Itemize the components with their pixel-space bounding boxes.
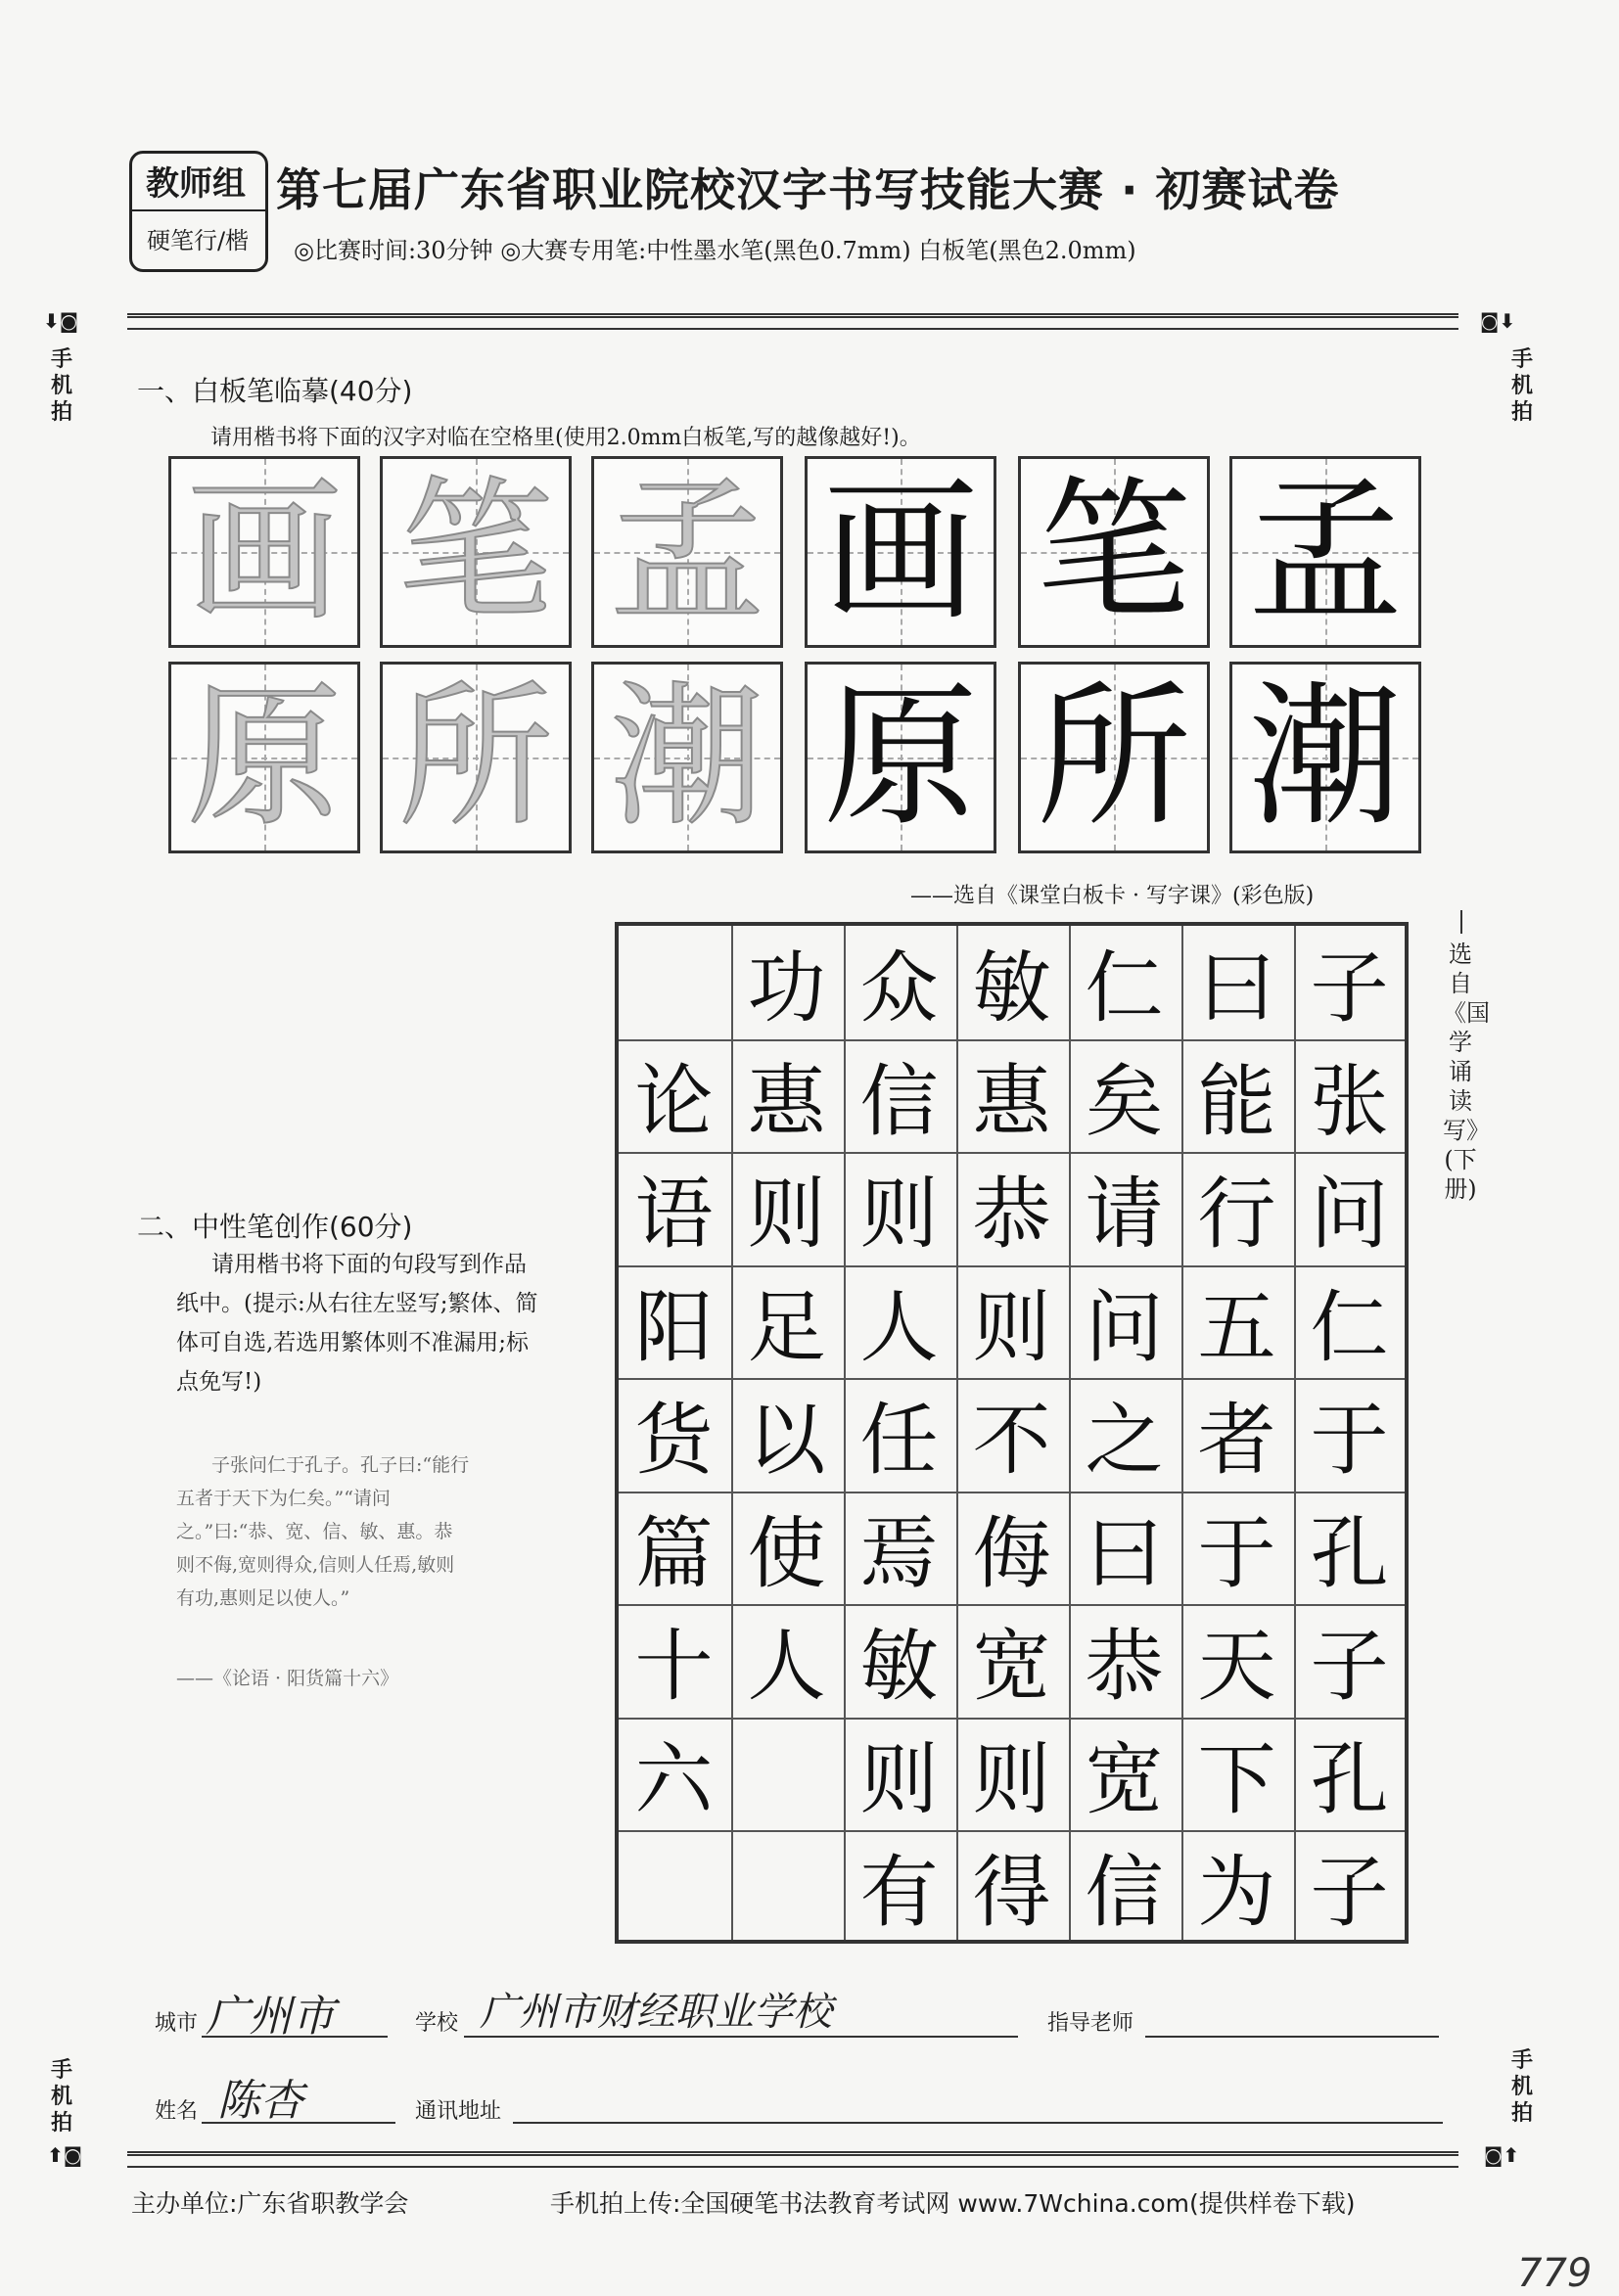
traced-character: 画 [187,462,342,642]
composition-character: 则 [972,1281,1051,1373]
traced-character: 潮 [610,667,764,848]
composition-character: 者 [1197,1395,1276,1486]
composition-character: 之 [1085,1395,1164,1486]
composition-character: 敏 [972,942,1051,1033]
name-label: 姓名 [155,2099,199,2124]
composition-grid [615,922,1409,1944]
model-character: 原 [823,667,978,848]
model-character: 画 [823,462,978,642]
composition-character: 任 [859,1395,939,1486]
composition-character: 孔 [1310,1507,1389,1599]
composition-character: 不 [972,1395,1051,1486]
trace-cell [1229,662,1421,853]
vertical-source: 选自《国学诵读写》(下册) [1443,941,1490,1203]
traced-character: 笔 [398,462,553,642]
composition-character: 仁 [1085,942,1164,1033]
composition-character: 曰 [1197,942,1276,1033]
composition-character [731,1830,842,1941]
composition-character: 篇 [634,1507,714,1599]
teacher-label: 指导老师 [1047,2011,1134,2036]
camera-up-icon-right: ◙⬆ [1484,2143,1520,2167]
camera-down-icon-left: ⬇◙ [43,309,79,333]
composition-character: 恭 [972,1169,1051,1260]
composition-character: 五 [1197,1281,1276,1373]
trace-cell [380,662,572,853]
trace-cell [1018,662,1210,853]
phone-photo-label-left: 手机拍 [50,347,72,425]
trace-cell [805,662,996,853]
composition-character: 矣 [1085,1055,1164,1147]
composition-character: 宽 [972,1621,1051,1712]
phone-photo-label-left-bottom: 手机拍 [50,2058,72,2135]
trace-cell [805,456,996,648]
composition-character: 则 [859,1169,939,1260]
composition-character: 众 [859,942,939,1033]
phone-photo-label-right: 手机拍 [1510,347,1533,425]
model-character: 潮 [1248,667,1403,848]
composition-character: 侮 [972,1507,1051,1599]
composition-character: 货 [634,1395,714,1486]
city-line [202,2036,388,2038]
section1-title: 一、白板笔临摹(40分) [137,375,413,407]
composition-character: 十 [634,1621,714,1712]
composition-character: 为 [1197,1847,1276,1938]
composition-character: 于 [1310,1395,1389,1486]
section2-instruction: 请用楷书将下面的句段写到作品纸中。(提示:从右往左竖写;繁体、简体可自选,若选用繁体则不准漏用;标点免写!) [176,1252,538,1395]
composition-character [619,926,729,1036]
composition-character: 子 [1310,1847,1389,1938]
trace-cell [1018,456,1210,648]
group-label: 教师组 [146,164,246,204]
composition-character: 有 [859,1847,939,1938]
composition-character: 行 [1197,1169,1276,1260]
composition-character [731,1718,842,1828]
composition-character: 得 [972,1847,1051,1938]
city-label: 城市 [155,2011,199,2036]
address-line [513,2122,1443,2124]
top-rule [127,313,1458,330]
composition-character: 问 [1085,1281,1164,1373]
composition-character: 张 [1310,1055,1389,1147]
composition-character: 使 [747,1507,826,1599]
trace-cell [380,456,572,648]
composition-character: 足 [747,1281,826,1373]
composition-character: 语 [634,1169,714,1260]
composition-character: 子 [1310,942,1389,1033]
phone-photo-label-right-bottom: 手机拍 [1510,2048,1533,2126]
traced-character: 所 [398,667,553,848]
section1-source: ——选自《课堂白板卡 · 写字课》(彩色版) [910,884,1315,908]
page-number: 779 [1517,2251,1593,2296]
composition-character: 则 [747,1169,826,1260]
traced-character: 原 [187,667,342,848]
school-value[interactable]: 广州市财经职业学校 [480,1990,832,2035]
traced-character: 孟 [610,462,764,642]
quote-source: ——《论语 · 阳货篇十六》 [176,1668,399,1689]
composition-character: 惠 [972,1055,1051,1147]
model-character: 所 [1037,667,1191,848]
vertical-source-mark [1460,910,1462,934]
composition-character: 请 [1085,1169,1164,1260]
footer-organizer: 主办单位:广东省职教学会 [131,2189,409,2218]
composition-character: 能 [1197,1055,1276,1147]
group-sub-label: 硬笔行/楷 [146,227,250,254]
trace-cell [168,456,360,648]
composition-character: 宽 [1085,1733,1164,1825]
composition-character: 于 [1197,1507,1276,1599]
composition-character: 下 [1197,1733,1276,1825]
model-character: 笔 [1037,462,1191,642]
composition-character: 信 [859,1055,939,1147]
composition-character: 曰 [1085,1507,1164,1599]
composition-character: 则 [859,1733,939,1825]
address-label: 通讯地址 [415,2099,502,2124]
school-label: 学校 [415,2011,459,2036]
section2-title: 二、中性笔创作(60分) [137,1211,413,1243]
model-character: 孟 [1248,462,1403,642]
composition-character: 子 [1310,1621,1389,1712]
composition-character: 人 [747,1621,826,1712]
composition-character [619,1830,729,1941]
composition-character: 恭 [1085,1621,1164,1712]
composition-character: 以 [747,1395,826,1486]
bottom-rule [127,2151,1458,2168]
trace-cell [168,662,360,853]
name-value[interactable]: 陈杏 [217,2076,303,2126]
source-quote: 子张问仁于孔子。孔子曰:“能行五者于天下为仁矣。”“请问之。”曰:“恭、宽、信、敏、惠。恭则不侮,宽则得众,信则人任焉,敏则有功,惠则足以使人。” [176,1454,470,1609]
composition-character: 仁 [1310,1281,1389,1373]
composition-character: 敏 [859,1621,939,1712]
composition-character: 孔 [1310,1733,1389,1825]
composition-character: 六 [634,1733,714,1825]
footer-upload: 手机拍上传:全国硬笔书法教育考试网 www.7Wchina.com(提供样卷下载) [550,2189,1356,2218]
composition-character: 人 [859,1281,939,1373]
trace-cell [591,662,783,853]
page-subtitle: ◎比赛时间:30分钟 ◎大赛专用笔:中性墨水笔(黑色0.7mm) 白板笔(黑色2.0mm) [294,237,1136,264]
composition-character: 天 [1197,1621,1276,1712]
school-line [464,2036,1018,2038]
city-value[interactable]: 广州市 [206,1992,335,2042]
section1-instruction: 请用楷书将下面的汉字对临在空格里(使用2.0mm白板笔,写的越像越好!)。 [210,426,921,450]
composition-character: 论 [634,1055,714,1147]
page-title: 第七届广东省职业院校汉字书写技能大赛 · 初赛试卷 [276,163,1340,216]
camera-up-icon-left: ⬆◙ [47,2143,83,2167]
camera-down-icon-right: ◙⬇ [1480,309,1516,333]
composition-character: 阳 [634,1281,714,1373]
name-line [202,2122,395,2124]
trace-cell [1229,456,1421,648]
group-divider [129,209,268,211]
composition-character: 问 [1310,1169,1389,1260]
composition-character: 则 [972,1733,1051,1825]
trace-cell [591,456,783,648]
composition-character: 信 [1085,1847,1164,1938]
composition-character: 焉 [859,1507,939,1599]
composition-character: 惠 [747,1055,826,1147]
teacher-line [1145,2036,1439,2038]
composition-character: 功 [747,942,826,1033]
